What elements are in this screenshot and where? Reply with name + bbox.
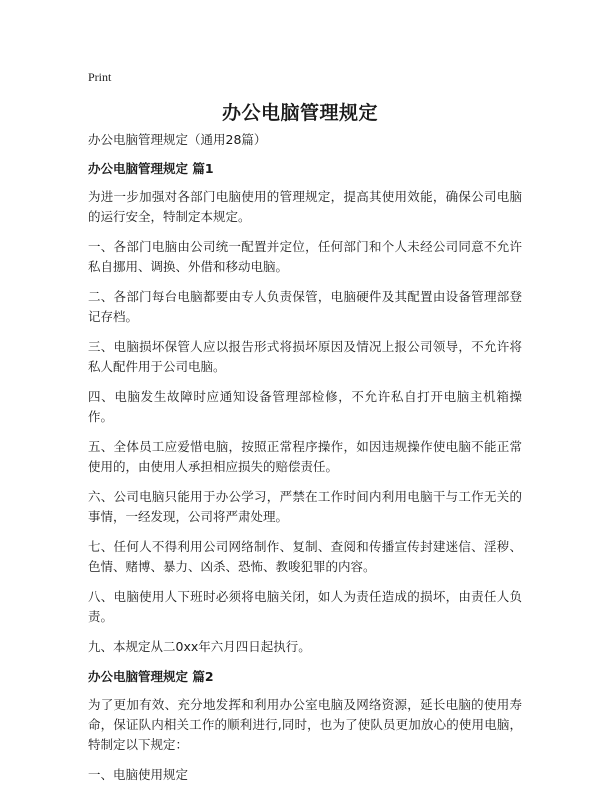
document-subtitle: 办公电脑管理规定（通用28篇） bbox=[88, 132, 267, 147]
paragraph: 五、全体员工应爱惜电脑，按照正常程序操作，如因违规操作使电脑不能正常使用的，由使用人承担相应损失的赔偿责任。 bbox=[88, 439, 522, 474]
paragraph: 为了更加有效、充分地发挥和利用办公室电脑及网络资源，延长电脑的使用寿命，保证队内相关工作的顺利进行,同时，也为了使队员更加放心的使用电脑，特制定以下规定： bbox=[88, 697, 522, 752]
paragraph: 八、电脑使用人下班时必须将电脑关闭，如人为责任造成的损坏，由责任人负责。 bbox=[88, 589, 522, 624]
page-title: 办公电脑管理规定 bbox=[221, 102, 378, 124]
paragraph: 一、各部门电脑由公司统一配置并定位，任何部门和个人未经公司同意不允许私自挪用、调换、外借和移动电脑。 bbox=[88, 239, 522, 274]
document-body bbox=[88, 130, 522, 795]
paragraph: 七、任何人不得利用公司网络制作、复制、查阅和传播宣传封建迷信、淫秽、色情、赌博、暴力、凶杀、恐怖、教唆犯罪的内容。 bbox=[88, 539, 522, 574]
paragraph: 一、电脑使用规定 bbox=[88, 767, 189, 782]
paragraph: 四、电脑发生故障时应通知设备管理部检修，不允许私自打开电脑主机箱操作。 bbox=[88, 389, 522, 424]
paragraph: 三、电脑损坏保管人应以报告形式将损坏原因及情况上报公司领导，不允许将私人配件用于公司电脑。 bbox=[88, 339, 522, 374]
paragraph: 为进一步加强对各部门电脑使用的管理规定，提高其使用效能，确保公司电脑的运行安全，特制定本规定。 bbox=[88, 189, 522, 224]
paragraph: 六、公司电脑只能用于办公学习，严禁在工作时间内利用电脑干与工作无关的事情，一经发现，公司将严肃处理。 bbox=[88, 489, 522, 524]
section-heading-1: 办公电脑管理规定 篇1 bbox=[88, 161, 214, 176]
section-heading-2: 办公电脑管理规定 篇2 bbox=[88, 669, 214, 684]
print-link[interactable]: Print bbox=[88, 70, 112, 84]
paragraph: 二、各部门每台电脑都要由专人负责保管，电脑硬件及其配置由设备管理部登记存档。 bbox=[88, 289, 522, 324]
paragraph: 九、本规定从二0xx年六月四日起执行。 bbox=[88, 639, 311, 654]
